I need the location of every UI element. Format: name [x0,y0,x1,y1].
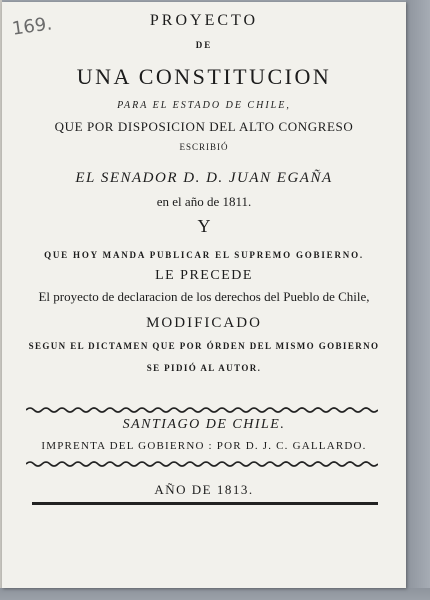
title-page [2,2,406,588]
line-le-precede: LE PRECEDE [155,268,253,283]
line-se-pidio: SE PIDIÓ AL AUTOR. [146,363,262,373]
line-segun-dictamen: SEGUN EL DICTAMEN QUE POR ÓRDEN DEL MISMO GOBIERNO [28,341,380,351]
line-escribio: ESCRIBIÓ [179,142,229,152]
closing-rule [32,502,378,505]
ornamental-rule-bottom [26,460,378,468]
line-de: DE [195,40,213,50]
line-year-1811: en el año de 1811. [156,194,252,209]
catalog-number-annotation: 169. [10,13,54,40]
ornamental-rule-top [26,406,378,414]
scan-background-bottom [0,588,430,600]
line-publicar: QUE HOY MANDA PUBLICAR EL SUPREMO GOBIERNO. [44,250,364,260]
line-disposicion-congreso: QUE POR DISPOSICION DEL ALTO CONGRESO [54,119,354,134]
line-year-1813: AÑO DE 1813. [154,482,254,497]
main-title: UNA CONSTITUCION [76,64,332,89]
scan-background-right [406,0,430,600]
line-para-el-estado: PARA EL ESTADO DE CHILE, [117,100,291,111]
line-proyecto: PROYECTO [149,12,259,29]
line-author: EL SENADOR D. D. JUAN EGAÑA [75,170,333,186]
line-y: Y [197,216,211,236]
line-santiago: SANTIAGO DE CHILE. [122,417,286,432]
line-modificado: MODIFICADO [146,315,262,331]
line-imprenta: IMPRENTA DEL GOBIERNO : POR D. J. C. GALLARDO. [41,440,367,452]
line-declaracion-derechos: El proyecto de declaracion de los derechos del Pueblo de Chile, [38,289,370,304]
